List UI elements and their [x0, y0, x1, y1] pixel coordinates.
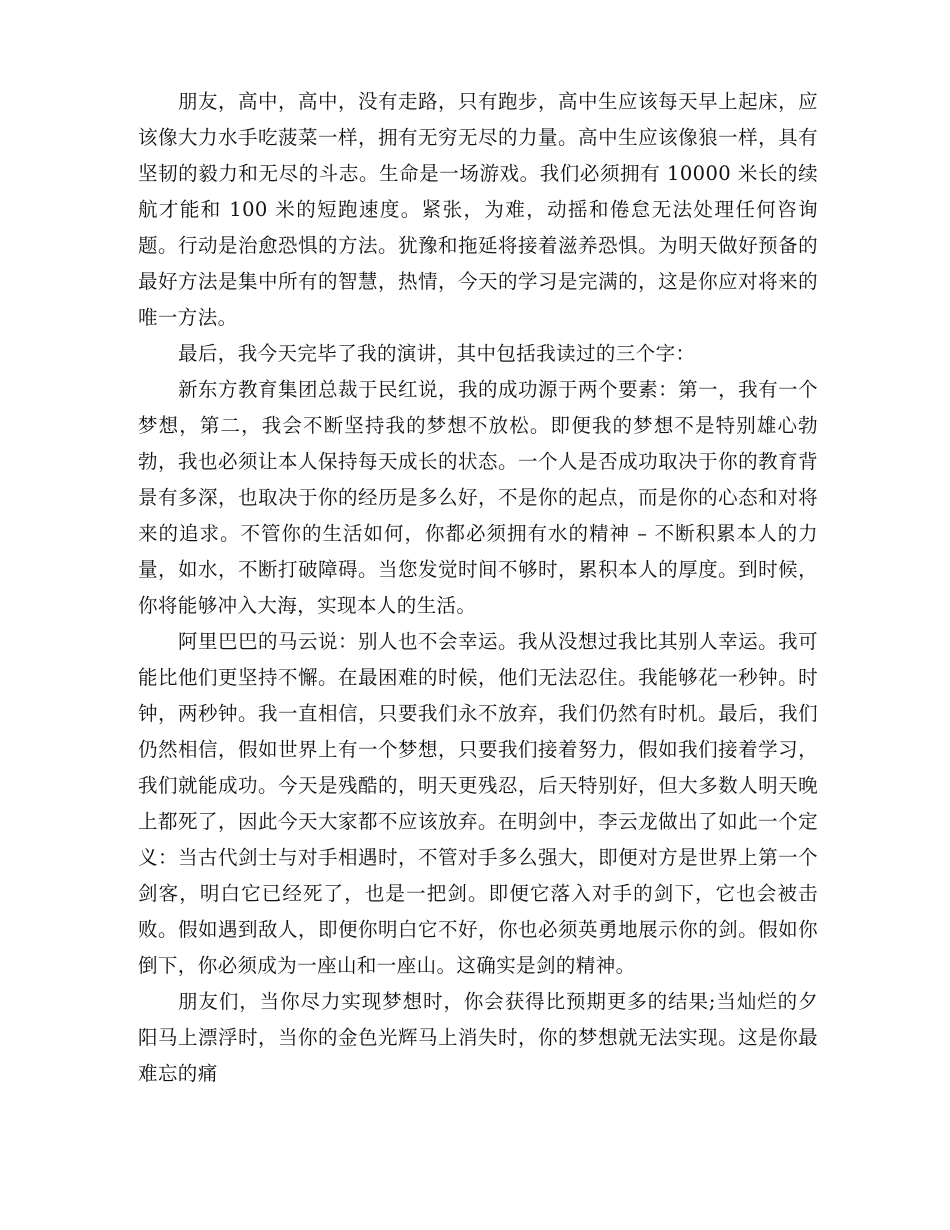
paragraph-1: 朋友，高中，高中，没有走路，只有跑步，高中生应该每天早上起床，应该像大力水手吃菠菜一样，拥有无穷无尽的力量。高中生应该像狼一样，具有坚韧的毅力和无尽的斗志。生命是一场游戏。我们必须拥有 10000 米长的续航才能和 100 米的短跑速度。紧张，为难，动摇和倦怠无法处理任何咨询题。行动是治愈恐惧的方法。犹豫和拖延将接着滋养恐惧。为明天做好预备的最好方法是集中所有的智慧，热情，今天的学习是完满的，这是你应对将来的唯一方法。: [138, 90, 818, 329]
paragraph-3: 新东方教育集团总裁于民红说，我的成功源于两个要素：第一，我有一个梦想，第二，我会不断坚持我的梦想不放松。即便我的梦想不是特别雄心勃勃，我也必须让本人保持每天成长的状态。一个人是否成功取决于你的教育背景有多深，也取决于你的经历是多么好，不是你的起点，而是你的心态和对将来的追求。不管你的生活如何，你都必须拥有水的精神 – 不断积累本人的力量，如水，不断打破障碍。当您发觉时间不够时，累积本人的厚度。到时候，你将能够冲入大海，实现本人的生活。: [138, 378, 818, 617]
paragraph-4: 阿里巴巴的马云说：别人也不会幸运。我从没想过我比其别人幸运。我可能比他们更坚持不懈。在最困难的时候，他们无法忍住。我能够花一秒钟。时钟，两秒钟。我一直相信，只要我们永不放弃，我们仍然有时机。最后，我们仍然相信，假如世界上有一个梦想，只要我们接着努力，假如我们接着学习，我们就能成功。今天是残酷的，明天更残忍，后天特别好，但大多数人明天晚上都死了，因此今天大家都不应该放弃。在明剑中，李云龙做出了如此一个定义：当古代剑士与对手相遇时，不管对手多么强大，即便对方是世界上第一个剑客，明白它已经死了，也是一把剑。即便它落入对手的剑下，它也会被击败。假如遇到敌人，即便你明白它不好，你也必须英勇地展示你的剑。假如你倒下，你必须成为一座山和一座山。这确实是剑的精神。: [138, 630, 818, 977]
paragraph-5: 朋友们，当你尽力实现梦想时，你会获得比预期更多的结果;当灿烂的夕阳马上漂浮时，当你的金色光辉马上消失时，你的梦想就无法实现。这是你最难忘的痛: [138, 990, 818, 1085]
document-page: [138, 84, 818, 1092]
paragraph-2: 最后，我今天完毕了我的演讲，其中包括我读过的三个字：: [178, 342, 696, 365]
